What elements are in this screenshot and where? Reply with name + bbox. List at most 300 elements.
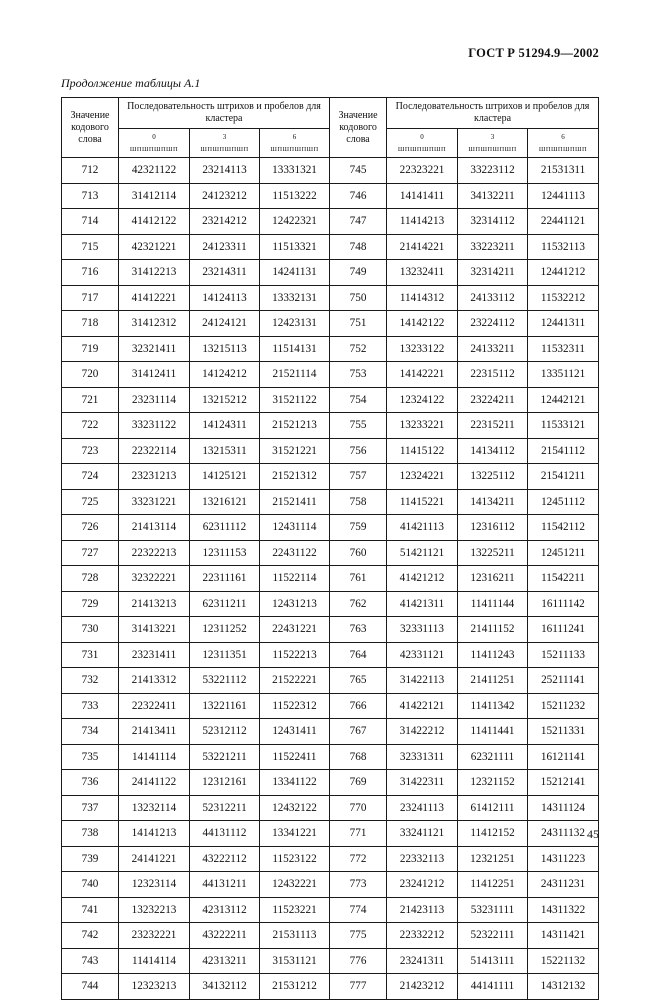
- cluster-3-cell: 24133112: [458, 285, 528, 311]
- table-row: [62, 897, 599, 923]
- value-cell: 734: [62, 719, 119, 745]
- cluster-3-cell: 62311112: [190, 515, 260, 541]
- table-row: [62, 489, 599, 515]
- value-cell: 733: [62, 693, 119, 719]
- cluster-6-cell: 25211141: [528, 668, 599, 694]
- cluster-3-cell: 24123212: [190, 183, 260, 209]
- cluster-3-cell: 53231111: [458, 897, 528, 923]
- cluster-6-cell: 12432221: [260, 872, 330, 898]
- cluster-group-header-left: Последовательность штрихов и пробелов для кластера: [119, 98, 330, 129]
- cluster-3-cell: 14124113: [190, 285, 260, 311]
- cluster-3-cell: 13215212: [190, 387, 260, 413]
- table-row: [62, 336, 599, 362]
- cluster-0-cell: 13232411: [387, 260, 458, 286]
- cluster-3-cell: 12312161: [190, 770, 260, 796]
- table-row: [62, 387, 599, 413]
- table-row: [62, 158, 599, 184]
- cluster-6-cell: 16111241: [528, 617, 599, 643]
- cluster-3-cell: 23214311: [190, 260, 260, 286]
- cluster-6-cell: 11513222: [260, 183, 330, 209]
- cluster-6-cell: 16111142: [528, 591, 599, 617]
- value-cell: 777: [330, 974, 387, 1000]
- cluster-0-cell: 31412213: [119, 260, 190, 286]
- value-cell: 776: [330, 948, 387, 974]
- cluster-6-cell: 12431213: [260, 591, 330, 617]
- cluster-3-cell: 34132211: [458, 183, 528, 209]
- value-cell: 761: [330, 566, 387, 592]
- cluster-0-cell: 32331311: [387, 744, 458, 770]
- value-cell: 723: [62, 438, 119, 464]
- cluster-3-cell: 12311351: [190, 642, 260, 668]
- cluster-6-cell: 13341221: [260, 821, 330, 847]
- cluster-0-cell: 21423212: [387, 974, 458, 1000]
- value-cell: 763: [330, 617, 387, 643]
- cluster-0-cell: 11414114: [119, 948, 190, 974]
- cluster-3-cell: 24124121: [190, 311, 260, 337]
- cluster-0-cell: 21423113: [387, 897, 458, 923]
- cluster-3-cell: 12311252: [190, 617, 260, 643]
- cluster-0-cell: 32331113: [387, 617, 458, 643]
- document-standard-header: ГОСТ Р 51294.9—2002: [468, 46, 599, 60]
- cluster-6-cell: 13332131: [260, 285, 330, 311]
- value-cell: 752: [330, 336, 387, 362]
- cluster-pattern: ШПШПШПШП: [129, 145, 179, 153]
- cluster-0-cell: 41421113: [387, 515, 458, 541]
- cluster-6-cell: 13331321: [260, 158, 330, 184]
- table-row: [62, 974, 599, 1000]
- cluster-6-cell: 15212141: [528, 770, 599, 796]
- cluster-3-cell: 14124311: [190, 413, 260, 439]
- cluster-0-cell: 31412312: [119, 311, 190, 337]
- codeword-table: [61, 97, 599, 1000]
- cluster-pattern: ШПШПШПШП: [270, 145, 319, 153]
- cluster-0-cell: 12324122: [387, 387, 458, 413]
- value-cell: 730: [62, 617, 119, 643]
- value-cell: 712: [62, 158, 119, 184]
- cluster-0-cell: 51421121: [387, 540, 458, 566]
- cluster-3-cell: 24133211: [458, 336, 528, 362]
- value-cell: 774: [330, 897, 387, 923]
- cluster-number: 0: [152, 132, 156, 141]
- cluster-6-cell: 11522213: [260, 642, 330, 668]
- cluster-6-cell: 11532113: [528, 234, 599, 260]
- cluster-6-cell: 21531311: [528, 158, 599, 184]
- cluster-6-cell: 12442121: [528, 387, 599, 413]
- cluster-0-cell: 22332113: [387, 846, 458, 872]
- cluster-6-cell: 11522312: [260, 693, 330, 719]
- cluster-0-cell: 14141213: [119, 821, 190, 847]
- value-cell: 715: [62, 234, 119, 260]
- cluster-3-cell: 12316211: [458, 566, 528, 592]
- cluster-3-cell: 12316112: [458, 515, 528, 541]
- cluster-3-cell: 23224211: [458, 387, 528, 413]
- value-cell: 738: [62, 821, 119, 847]
- cluster-3-cell: 22315211: [458, 413, 528, 439]
- cluster-header: [260, 129, 330, 158]
- cluster-0-cell: 12323213: [119, 974, 190, 1000]
- cluster-6-cell: 21521411: [260, 489, 330, 515]
- value-cell: 719: [62, 336, 119, 362]
- cluster-3-cell: 61412111: [458, 795, 528, 821]
- cluster-3-cell: 53221112: [190, 668, 260, 694]
- cluster-0-cell: 23231213: [119, 464, 190, 490]
- cluster-header: [190, 129, 260, 158]
- cluster-3-cell: 23224112: [458, 311, 528, 337]
- table-row: [62, 566, 599, 592]
- cluster-3-cell: 14134112: [458, 438, 528, 464]
- cluster-3-cell: 33223112: [458, 158, 528, 184]
- cluster-0-cell: 33231122: [119, 413, 190, 439]
- cluster-3-cell: 22315112: [458, 362, 528, 388]
- table-row: [62, 693, 599, 719]
- value-cell: 771: [330, 821, 387, 847]
- cluster-0-cell: 42331121: [387, 642, 458, 668]
- table-row: [62, 923, 599, 949]
- cluster-0-cell: 11414213: [387, 209, 458, 235]
- cluster-6-cell: 14311322: [528, 897, 599, 923]
- value-cell: 716: [62, 260, 119, 286]
- cluster-6-cell: 14241131: [260, 260, 330, 286]
- cluster-0-cell: 31412411: [119, 362, 190, 388]
- cluster-3-cell: 24123311: [190, 234, 260, 260]
- cluster-0-cell: 23232221: [119, 923, 190, 949]
- cluster-0-cell: 22322213: [119, 540, 190, 566]
- cluster-number: 0: [420, 132, 424, 141]
- cluster-0-cell: 24141221: [119, 846, 190, 872]
- cluster-6-cell: 15211133: [528, 642, 599, 668]
- value-cell: 724: [62, 464, 119, 490]
- cluster-6-cell: 12451211: [528, 540, 599, 566]
- cluster-6-cell: 14312132: [528, 974, 599, 1000]
- table-caption: Продолжение таблицы А.1: [61, 76, 201, 90]
- cluster-6-cell: 24311231: [528, 872, 599, 898]
- cluster-3-cell: 14125121: [190, 464, 260, 490]
- cluster-3-cell: 44131112: [190, 821, 260, 847]
- value-cell: 756: [330, 438, 387, 464]
- cluster-0-cell: 31422311: [387, 770, 458, 796]
- value-cell: 728: [62, 566, 119, 592]
- table-row: [62, 872, 599, 898]
- value-cell: 736: [62, 770, 119, 796]
- cluster-6-cell: 12441212: [528, 260, 599, 286]
- value-cell: 751: [330, 311, 387, 337]
- table-row: [62, 515, 599, 541]
- cluster-0-cell: 14141114: [119, 744, 190, 770]
- cluster-3-cell: 11411144: [458, 591, 528, 617]
- value-cell: 750: [330, 285, 387, 311]
- cluster-6-cell: 14311223: [528, 846, 599, 872]
- cluster-0-cell: 42321221: [119, 234, 190, 260]
- table-row: [62, 744, 599, 770]
- cluster-0-cell: 14142221: [387, 362, 458, 388]
- cluster-0-cell: 32322221: [119, 566, 190, 592]
- cluster-6-cell: 11523221: [260, 897, 330, 923]
- cluster-3-cell: 23214212: [190, 209, 260, 235]
- cluster-6-cell: 12441113: [528, 183, 599, 209]
- cluster-6-cell: 11514131: [260, 336, 330, 362]
- cluster-6-cell: 24311132: [528, 821, 599, 847]
- value-cell: 725: [62, 489, 119, 515]
- value-cell: 729: [62, 591, 119, 617]
- cluster-6-cell: 22431221: [260, 617, 330, 643]
- cluster-6-cell: 11532311: [528, 336, 599, 362]
- value-cell: 748: [330, 234, 387, 260]
- cluster-number: 6: [292, 132, 297, 141]
- cluster-number: 3: [490, 132, 495, 141]
- table-row: [62, 821, 599, 847]
- cluster-6-cell: 21541112: [528, 438, 599, 464]
- value-cell: 721: [62, 387, 119, 413]
- cluster-3-cell: 11411243: [458, 642, 528, 668]
- cluster-pattern: ШПШПШПШП: [538, 145, 588, 153]
- cluster-3-cell: 21411251: [458, 668, 528, 694]
- cluster-0-cell: 22322114: [119, 438, 190, 464]
- cluster-6-cell: 11522114: [260, 566, 330, 592]
- cluster-6-cell: 22431122: [260, 540, 330, 566]
- cluster-3-cell: 53221211: [190, 744, 260, 770]
- cluster-header: [528, 129, 599, 158]
- cluster-3-cell: 13225112: [458, 464, 528, 490]
- cluster-0-cell: 21413114: [119, 515, 190, 541]
- cluster-6-cell: 14311124: [528, 795, 599, 821]
- cluster-6-cell: 31531121: [260, 948, 330, 974]
- cluster-6-cell: 16121141: [528, 744, 599, 770]
- cluster-6-cell: 15211232: [528, 693, 599, 719]
- cluster-0-cell: 14142122: [387, 311, 458, 337]
- cluster-6-cell: 22441121: [528, 209, 599, 235]
- cluster-0-cell: 21413312: [119, 668, 190, 694]
- cluster-3-cell: 13225211: [458, 540, 528, 566]
- cluster-3-cell: 44141111: [458, 974, 528, 1000]
- table-row: [62, 846, 599, 872]
- cluster-3-cell: 52312211: [190, 795, 260, 821]
- value-cell: 772: [330, 846, 387, 872]
- cluster-0-cell: 31413221: [119, 617, 190, 643]
- cluster-6-cell: 21531113: [260, 923, 330, 949]
- table-row: [62, 540, 599, 566]
- cluster-6-cell: 12441311: [528, 311, 599, 337]
- value-cell: 720: [62, 362, 119, 388]
- cluster-3-cell: 32314112: [458, 209, 528, 235]
- cluster-6-cell: 31521122: [260, 387, 330, 413]
- value-cell: 737: [62, 795, 119, 821]
- cluster-6-cell: 21531212: [260, 974, 330, 1000]
- cluster-3-cell: 11411441: [458, 719, 528, 745]
- cluster-pattern: ШПШПШПШП: [397, 145, 447, 153]
- cluster-6-cell: 15221132: [528, 948, 599, 974]
- cluster-6-cell: 21522221: [260, 668, 330, 694]
- cluster-3-cell: 43222211: [190, 923, 260, 949]
- value-cell: 754: [330, 387, 387, 413]
- page-number: 45: [587, 827, 599, 841]
- value-cell: 713: [62, 183, 119, 209]
- value-cell: 744: [62, 974, 119, 1000]
- cluster-6-cell: 21541211: [528, 464, 599, 490]
- cluster-6-cell: 12431411: [260, 719, 330, 745]
- value-cell: 714: [62, 209, 119, 235]
- cluster-3-cell: 52322111: [458, 923, 528, 949]
- cluster-0-cell: 22322411: [119, 693, 190, 719]
- cluster-3-cell: 13215113: [190, 336, 260, 362]
- cluster-6-cell: 12423131: [260, 311, 330, 337]
- value-cell: 766: [330, 693, 387, 719]
- value-cell: 743: [62, 948, 119, 974]
- table-row: [62, 719, 599, 745]
- cluster-0-cell: 31422113: [387, 668, 458, 694]
- cluster-6-cell: 13351121: [528, 362, 599, 388]
- table-row: [62, 668, 599, 694]
- cluster-3-cell: 42313211: [190, 948, 260, 974]
- value-cell: 767: [330, 719, 387, 745]
- value-cell: 735: [62, 744, 119, 770]
- value-cell: 732: [62, 668, 119, 694]
- cluster-number: 3: [222, 132, 227, 141]
- cluster-0-cell: 12323114: [119, 872, 190, 898]
- cluster-3-cell: 62321111: [458, 744, 528, 770]
- cluster-0-cell: 21414221: [387, 234, 458, 260]
- cluster-3-cell: 13216121: [190, 489, 260, 515]
- table-body: [62, 158, 599, 1000]
- cluster-3-cell: 12311153: [190, 540, 260, 566]
- cluster-3-cell: 11411342: [458, 693, 528, 719]
- cluster-0-cell: 11415122: [387, 438, 458, 464]
- cluster-0-cell: 21413411: [119, 719, 190, 745]
- value-cell: 755: [330, 413, 387, 439]
- cluster-3-cell: 32314211: [458, 260, 528, 286]
- cluster-3-cell: 62311211: [190, 591, 260, 617]
- cluster-group-header-right: Последовательность штрихов и пробелов для кластера: [387, 98, 599, 129]
- cluster-0-cell: 41412221: [119, 285, 190, 311]
- table-row: [62, 260, 599, 286]
- value-cell: 764: [330, 642, 387, 668]
- cluster-3-cell: 33223211: [458, 234, 528, 260]
- table-row: [62, 770, 599, 796]
- cluster-0-cell: 33241121: [387, 821, 458, 847]
- cluster-6-cell: 12422321: [260, 209, 330, 235]
- cluster-0-cell: 14141411: [387, 183, 458, 209]
- cluster-6-cell: 11532212: [528, 285, 599, 311]
- value-cell: 731: [62, 642, 119, 668]
- cluster-3-cell: 13215311: [190, 438, 260, 464]
- table-row: [62, 209, 599, 235]
- value-cell: 758: [330, 489, 387, 515]
- cluster-0-cell: 31412114: [119, 183, 190, 209]
- cluster-6-cell: 13341122: [260, 770, 330, 796]
- table-row: [62, 464, 599, 490]
- cluster-3-cell: 22311161: [190, 566, 260, 592]
- table-row: [62, 948, 599, 974]
- table-row: [62, 617, 599, 643]
- cluster-6-cell: 11513321: [260, 234, 330, 260]
- value-header-right: Значение кодового слова: [330, 98, 387, 158]
- value-header-left: Значение кодового слова: [62, 98, 119, 158]
- cluster-3-cell: 44131211: [190, 872, 260, 898]
- cluster-3-cell: 11412251: [458, 872, 528, 898]
- cluster-3-cell: 43222112: [190, 846, 260, 872]
- cluster-3-cell: 42313112: [190, 897, 260, 923]
- table-row: [62, 413, 599, 439]
- cluster-0-cell: 23241212: [387, 872, 458, 898]
- value-cell: 727: [62, 540, 119, 566]
- value-cell: 749: [330, 260, 387, 286]
- cluster-0-cell: 41412122: [119, 209, 190, 235]
- table-row: [62, 234, 599, 260]
- cluster-0-cell: 13233122: [387, 336, 458, 362]
- cluster-3-cell: 13221161: [190, 693, 260, 719]
- cluster-3-cell: 23214113: [190, 158, 260, 184]
- cluster-6-cell: 11522411: [260, 744, 330, 770]
- cluster-header: [387, 129, 458, 158]
- cluster-3-cell: 52312112: [190, 719, 260, 745]
- table-row: [62, 311, 599, 337]
- value-cell: 760: [330, 540, 387, 566]
- cluster-0-cell: 41421311: [387, 591, 458, 617]
- value-cell: 762: [330, 591, 387, 617]
- cluster-6-cell: 14311421: [528, 923, 599, 949]
- value-cell: 773: [330, 872, 387, 898]
- value-cell: 717: [62, 285, 119, 311]
- cluster-0-cell: 31422212: [387, 719, 458, 745]
- value-cell: 769: [330, 770, 387, 796]
- cluster-3-cell: 12321251: [458, 846, 528, 872]
- cluster-6-cell: 31521221: [260, 438, 330, 464]
- value-cell: 759: [330, 515, 387, 541]
- cluster-0-cell: 21413213: [119, 591, 190, 617]
- cluster-0-cell: 13232213: [119, 897, 190, 923]
- cluster-6-cell: 11523122: [260, 846, 330, 872]
- value-cell: 726: [62, 515, 119, 541]
- cluster-header: [119, 129, 190, 158]
- cluster-6-cell: 11533121: [528, 413, 599, 439]
- cluster-6-cell: 12432122: [260, 795, 330, 821]
- cluster-0-cell: 32321411: [119, 336, 190, 362]
- cluster-6-cell: 11542112: [528, 515, 599, 541]
- cluster-0-cell: 41421212: [387, 566, 458, 592]
- cluster-0-cell: 13232114: [119, 795, 190, 821]
- cluster-pattern: ШПШПШПШП: [468, 145, 517, 153]
- cluster-3-cell: 12321152: [458, 770, 528, 796]
- cluster-number: 6: [561, 132, 565, 141]
- cluster-3-cell: 11412152: [458, 821, 528, 847]
- cluster-6-cell: 15211331: [528, 719, 599, 745]
- value-cell: 718: [62, 311, 119, 337]
- value-cell: 757: [330, 464, 387, 490]
- value-cell: 745: [330, 158, 387, 184]
- value-cell: 722: [62, 413, 119, 439]
- cluster-header: [458, 129, 528, 158]
- value-cell: 765: [330, 668, 387, 694]
- value-cell: 741: [62, 897, 119, 923]
- table-row: [62, 642, 599, 668]
- value-cell: 753: [330, 362, 387, 388]
- cluster-0-cell: 11414312: [387, 285, 458, 311]
- value-cell: 746: [330, 183, 387, 209]
- cluster-0-cell: 24141122: [119, 770, 190, 796]
- cluster-0-cell: 13233221: [387, 413, 458, 439]
- cluster-3-cell: 14124212: [190, 362, 260, 388]
- cluster-0-cell: 22332212: [387, 923, 458, 949]
- cluster-0-cell: 23231411: [119, 642, 190, 668]
- table-row: [62, 438, 599, 464]
- cluster-0-cell: 12324221: [387, 464, 458, 490]
- cluster-0-cell: 42321122: [119, 158, 190, 184]
- cluster-0-cell: 33231221: [119, 489, 190, 515]
- cluster-6-cell: 21521114: [260, 362, 330, 388]
- cluster-6-cell: 11542211: [528, 566, 599, 592]
- cluster-3-cell: 14134211: [458, 489, 528, 515]
- cluster-0-cell: 22323221: [387, 158, 458, 184]
- table-row: [62, 795, 599, 821]
